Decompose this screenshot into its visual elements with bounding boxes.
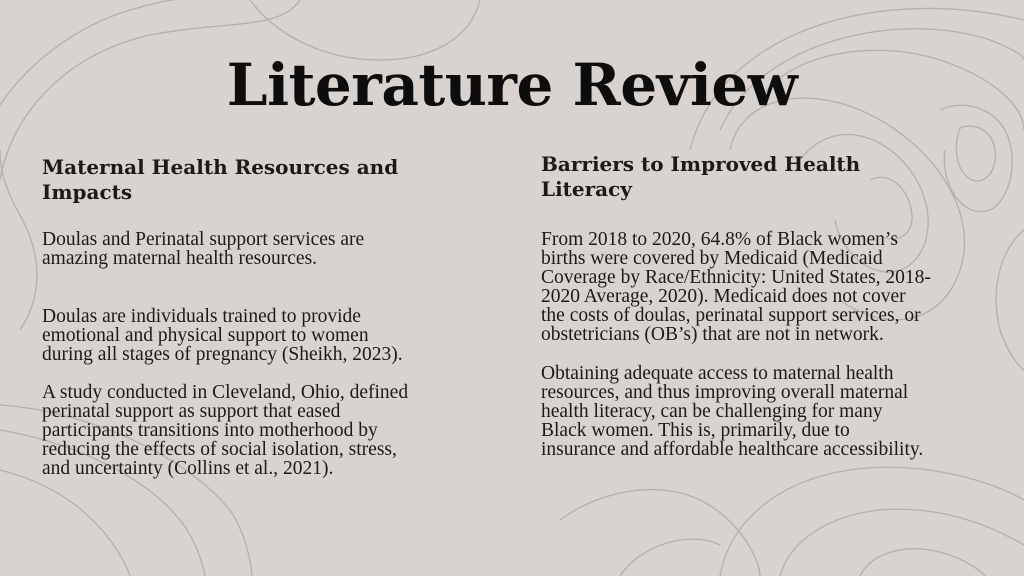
text-line: Black women. This is, primarily, due to xyxy=(541,420,850,441)
right-column-heading xyxy=(541,152,1021,202)
text-line: perinatal support as support that eased xyxy=(42,401,341,422)
heading-line: Impacts xyxy=(42,180,133,204)
text-line: obstetricians (OB’s) that are not in network. xyxy=(541,324,884,345)
paragraph-cleveland-study xyxy=(42,383,408,478)
text-line: Obtaining adequate access to maternal health xyxy=(541,363,894,384)
text-line: participants transitions into motherhood by xyxy=(42,420,378,441)
left-column-heading xyxy=(42,155,522,205)
text-line: emotional and physical support to women xyxy=(42,325,369,346)
text-line: Coverage by Race/Ethnicity: United States, 2018- xyxy=(541,267,931,288)
text-line: amazing maternal health resources. xyxy=(42,248,318,269)
slide-title: Literature Review xyxy=(226,51,798,119)
text-line: resources, and thus improving overall maternal xyxy=(541,382,909,403)
paragraph-access-barriers xyxy=(541,364,923,459)
text-line: A study conducted in Cleveland, Ohio, defined xyxy=(42,382,409,403)
heading-line: Maternal Health Resources and xyxy=(42,155,399,179)
heading-line: Barriers to Improved Health xyxy=(541,152,861,176)
heading-line: Literacy xyxy=(541,177,632,201)
text-line: births were covered by Medicaid (Medicaid xyxy=(541,248,883,269)
text-line: and uncertainty (Collins et al., 2021). xyxy=(42,458,334,479)
text-line: health literacy, can be challenging for many xyxy=(541,401,883,422)
text-line: From 2018 to 2020, 64.8% of Black women’s xyxy=(541,229,898,250)
paragraph-doulas-resources xyxy=(42,230,364,268)
text-line: insurance and affordable healthcare accessibility. xyxy=(541,439,924,460)
paragraph-medicaid-coverage xyxy=(541,230,931,344)
text-line: Doulas and Perinatal support services are xyxy=(42,229,365,250)
text-line: 2020 Average, 2020). Medicaid does not cover xyxy=(541,286,906,307)
text-line: Doulas are individuals trained to provide xyxy=(42,306,361,327)
text-line: reducing the effects of social isolation, stress, xyxy=(42,439,397,460)
text-line: the costs of doulas, perinatal support services, or xyxy=(541,305,921,326)
text-line: during all stages of pregnancy (Sheikh, 2023). xyxy=(42,344,403,365)
paragraph-doulas-definition xyxy=(42,307,403,364)
